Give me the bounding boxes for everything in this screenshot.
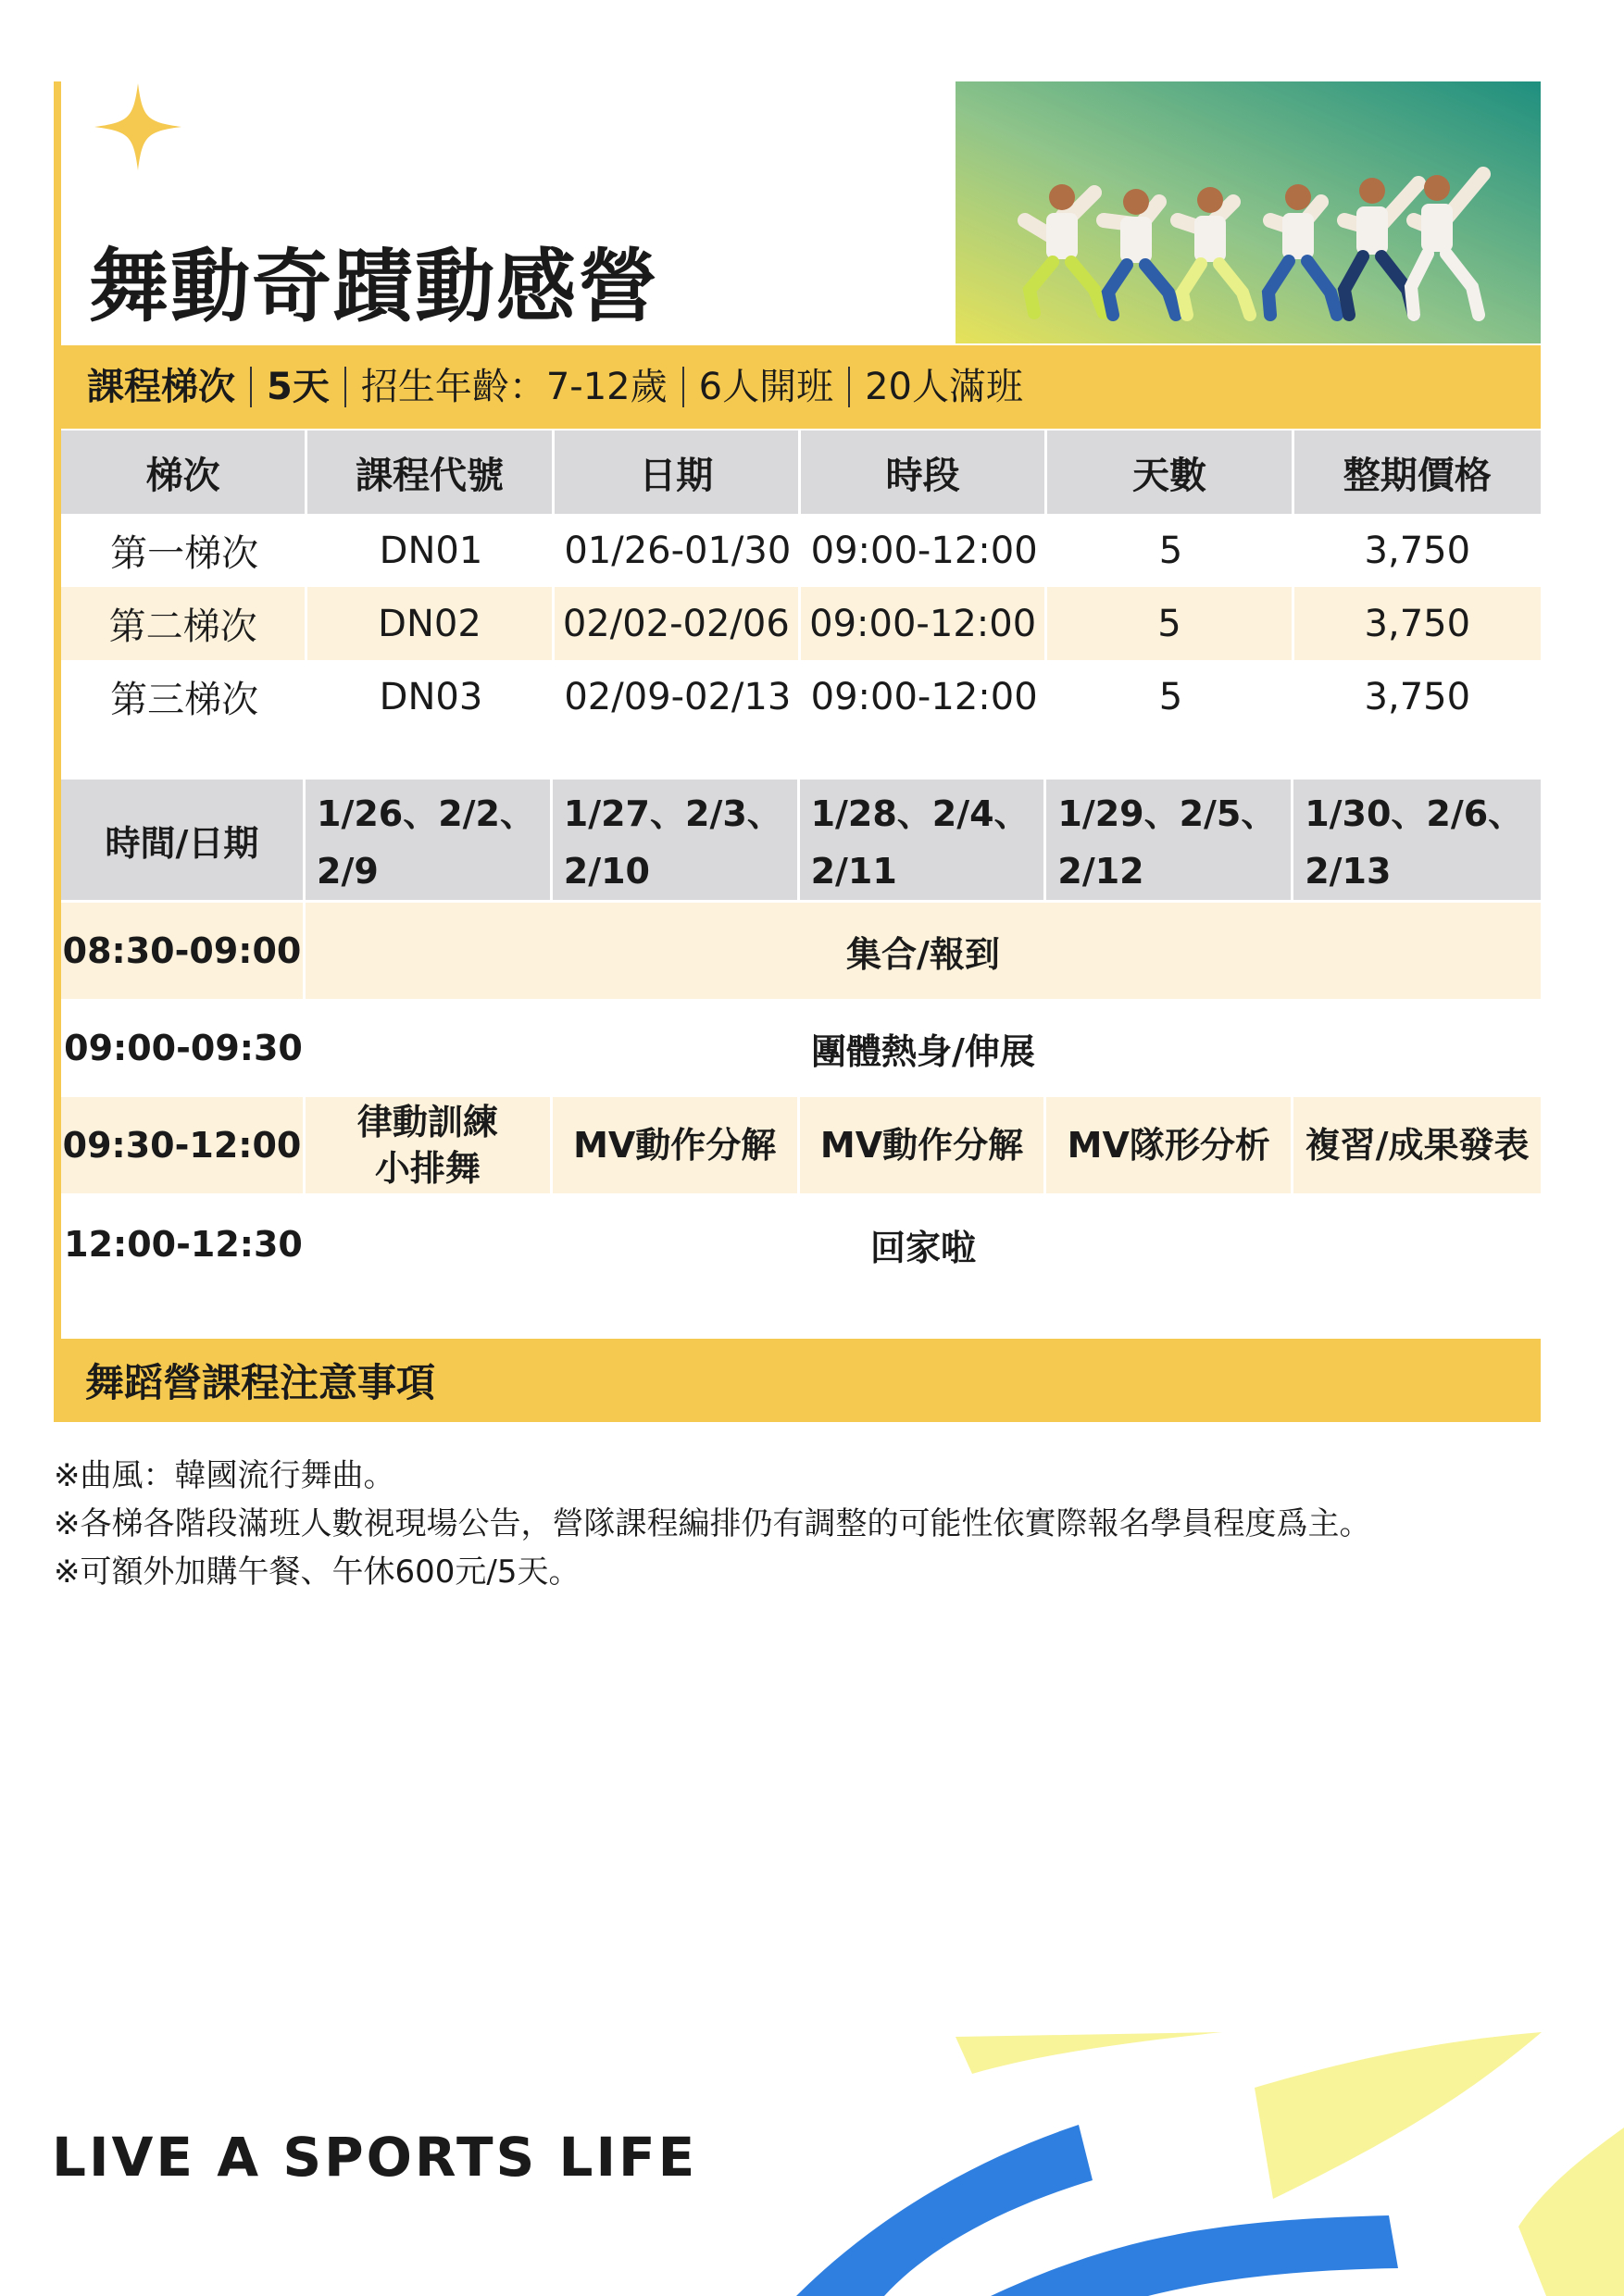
schedule-row [61,999,1541,1097]
table-cell: 09:00-12:00 [801,587,1047,660]
table-cell: 02/02-02/06 [555,587,801,660]
time-cell: 08:30-09:00 [61,903,306,999]
table-cell: 5 [1158,529,1183,572]
activity-cell: MV隊形分析 [1046,1097,1293,1193]
day-header: 1/30、2/6、 2/13 [1293,780,1541,900]
table-cell: 3,750 [1294,587,1541,660]
table-cell: 01/26-01/30 [564,529,792,572]
sparkle-icon [93,81,183,172]
info-min: 6人開班 [698,366,834,408]
table-cell: 第三梯次 [110,679,259,721]
table-cell: DN01 [379,529,483,572]
schedule-table [61,780,1541,1295]
table-header-row [61,429,1541,514]
activity-cell: MV動作分解 [800,1097,1047,1193]
column-header: 整期價格 [1294,430,1541,514]
column-header: 時段 [801,430,1047,514]
activity-cell: 回家啦 [869,1227,976,1268]
day-header: 1/28、2/4、 2/11 [800,780,1047,900]
time-cell: 09:30-12:00 [61,1097,306,1193]
table-cell: 09:00-12:00 [810,675,1038,718]
time-cell: 09:00-09:30 [64,1028,303,1068]
activity-cell: 集合/報到 [306,903,1541,999]
info-label: 課程梯次 [87,366,235,408]
activity-cell: MV動作分解 [553,1097,800,1193]
note-item: ※曲風：韓國流行舞曲。 [54,1457,395,1494]
corner-header: 時間/日期 [61,780,306,900]
table-row [61,660,1541,733]
info-days: 5天 [267,366,330,408]
column-header: 梯次 [61,430,307,514]
info-max: 20人滿班 [865,366,1023,408]
time-cell: 12:00-12:30 [64,1224,303,1265]
info-age: 招生年齡：7-12歲 [360,366,668,408]
column-header: 課程代號 [307,430,554,514]
dancers-photo [956,81,1541,343]
course-info-bar [61,345,1541,429]
table-cell: 02/09-02/13 [564,675,792,718]
activity-cell: 團體熱身/伸展 [811,1030,1035,1072]
sessions-table [61,429,1541,733]
table-cell: 第一梯次 [110,532,259,575]
notes-list [54,1452,1371,1596]
table-cell: 5 [1158,675,1183,718]
table-cell: 3,750 [1364,675,1471,718]
accent-bar [54,81,61,1422]
table-row [61,587,1541,660]
page-title: 舞動奇蹟動感營 [89,241,659,333]
day-header: 1/27、2/3、 2/10 [553,780,800,900]
table-cell: DN02 [307,587,554,660]
note-item: ※各梯各階段滿班人數視現場公告，營隊課程編排仍有調整的可能性依實際報名學員程度爲主。 [54,1505,1371,1542]
column-header: 天數 [1047,430,1293,514]
table-cell: 09:00-12:00 [810,529,1038,572]
day-header: 1/29、2/5、 2/12 [1046,780,1293,900]
column-header: 日期 [555,430,801,514]
notes-header-bar [54,1339,1541,1422]
activity-cell: 律動訓練 小排舞 [306,1097,553,1193]
table-cell: 3,750 [1364,529,1471,572]
table-cell: 第二梯次 [61,587,307,660]
schedule-row [61,1097,1541,1193]
schedule-row [61,1193,1541,1295]
note-item: ※可額外加購午餐、午休600元/5天。 [54,1554,581,1591]
notes-title: 舞蹈營課程注意事項 [85,1360,436,1405]
slogan: LIVE A SPORTS LIFE [52,2126,698,2189]
table-row [61,514,1541,587]
schedule-header-row [61,780,1541,900]
schedule-row [61,903,1541,999]
decorative-arcs [759,2018,1624,2296]
day-header: 1/26、2/2、 2/9 [306,780,553,900]
activity-cell: 複習/成果發表 [1293,1097,1541,1193]
table-cell: 5 [1047,587,1293,660]
table-cell: DN03 [379,675,483,718]
